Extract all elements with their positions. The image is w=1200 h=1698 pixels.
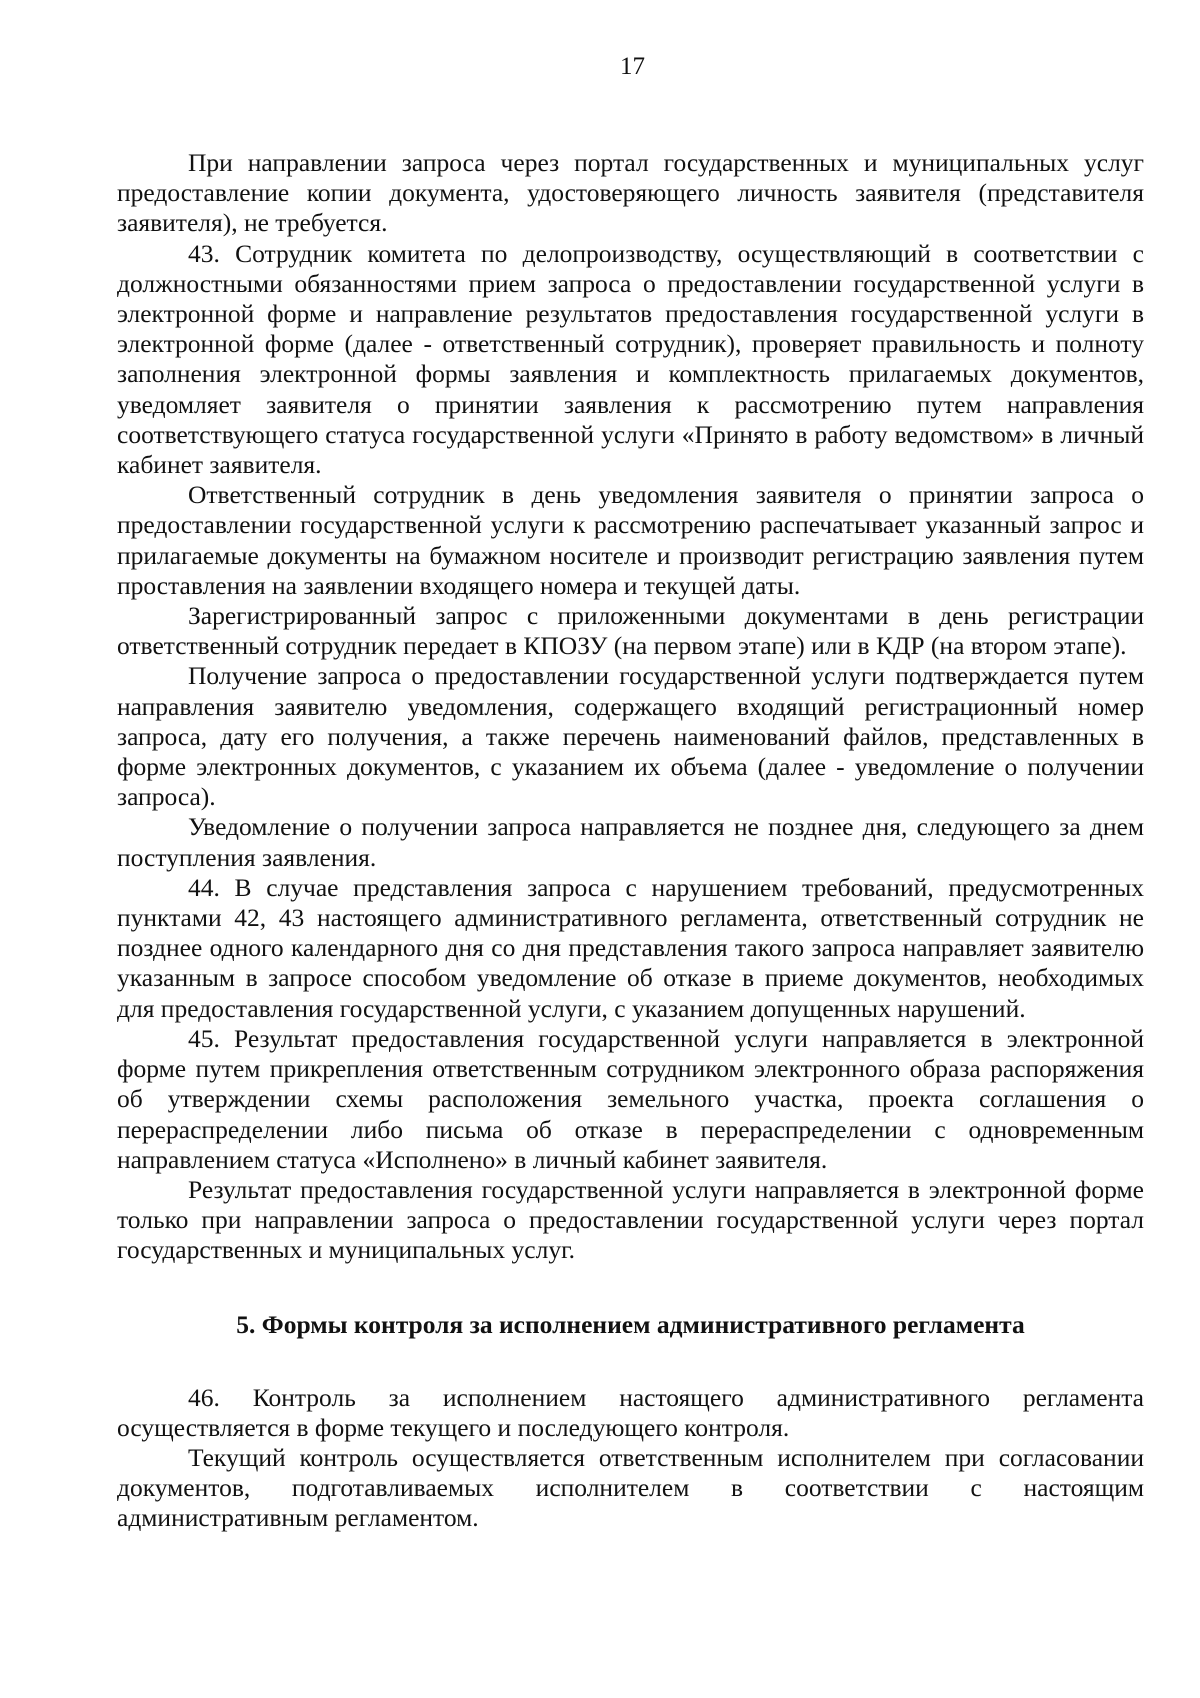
paragraph-item-43: 43. Сотрудник комитета по делопроизводству, осуществляющий в соответствии с должностными обязанностями прием запроса о предоставлении государственной услуги в электронной форме и направление результатов предоставления государственной услуги в электронной форме (далее - ответственный сотрудник), проверяет правильность и полноту заполнения электронной формы заявления и комплектность прилагаемых документов, уведомляет заявителя о принятии заявления к рассмотрению путем направления соответствующего статуса государственной услуги «Принято в работу ведомством» в личный кабинет заявителя. <box>117 238 1144 480</box>
document-body <box>117 148 1144 1534</box>
page-number: 17 <box>620 53 645 80</box>
paragraph-registration: Ответственный сотрудник в день уведомления заявителя о принятии запроса о предоставлении государственной услуги к рассмотрению распечатывает указанный запрос и прилагаемые документы на бумажном носителе и производит регистрацию заявления путем проставления на заявлении входящего номера и текущей даты. <box>117 480 1144 600</box>
section-heading: 5. Формы контроля за исполнением административного регламента <box>236 1309 1025 1339</box>
paragraph-transfer: Зарегистрированный запрос с приложенными документами в день регистрации ответственный сотрудник передает в КПОЗУ (на первом этапе) или в КДР (на втором этапе). <box>117 601 1144 661</box>
paragraph-notification-deadline: Уведомление о получении запроса направляется не позднее дня, следующего за днем поступления заявления. <box>117 812 1144 872</box>
paragraph-item-44: 44. В случае представления запроса с нарушением требований, предусмотренных пунктами 42, 43 настоящего административного регламента, ответственный сотрудник не позднее одного календарного дня со дня представления такого запроса направляет заявителю указанным в запросе способом уведомление об отказе в приеме документов, необходимых для предоставления государственной услуги, с указанием допущенных нарушений. <box>117 872 1144 1023</box>
paragraph-portal-copy: При направлении запроса через портал государственных и муниципальных услуг предоставление копии документа, удостоверяющего личность заявителя (представителя заявителя), не требуется. <box>117 148 1144 238</box>
paragraph-result-electronic: Результат предоставления государственной услуги направляется в электронной форме только при направлении запроса о предоставлении государственной услуги через портал государственных и муниципальных услуг. <box>117 1174 1144 1265</box>
paragraph-current-control: Текущий контроль осуществляется ответственным исполнителем при согласовании документов, подготавливаемых исполнителем в соответствии с настоящим административным регламентом. <box>117 1442 1144 1533</box>
paragraph-receipt-confirmation: Получение запроса о предоставлении государственной услуги подтверждается путем направления заявителю уведомления, содержащего входящий регистрационный номер запроса, дату его получения, а также перечень наименований файлов, представленных в форме электронных документов, с указанием их объема (далее - уведомление о получении запроса). <box>117 661 1144 812</box>
paragraph-item-46: 46. Контроль за исполнением настоящего административного регламента осуществляется в форме текущего и последующего контроля. <box>117 1382 1144 1442</box>
paragraph-item-45: 45. Результат предоставления государственной услуги направляется в электронной форме путем прикрепления ответственным сотрудником электронного образа распоряжения об утверждении схемы расположения земельного участка, проекта соглашения о перераспределении либо письма об отказе в перераспределении с одновременным направлением статуса «Исполнено» в личный кабинет заявителя. <box>117 1023 1144 1174</box>
